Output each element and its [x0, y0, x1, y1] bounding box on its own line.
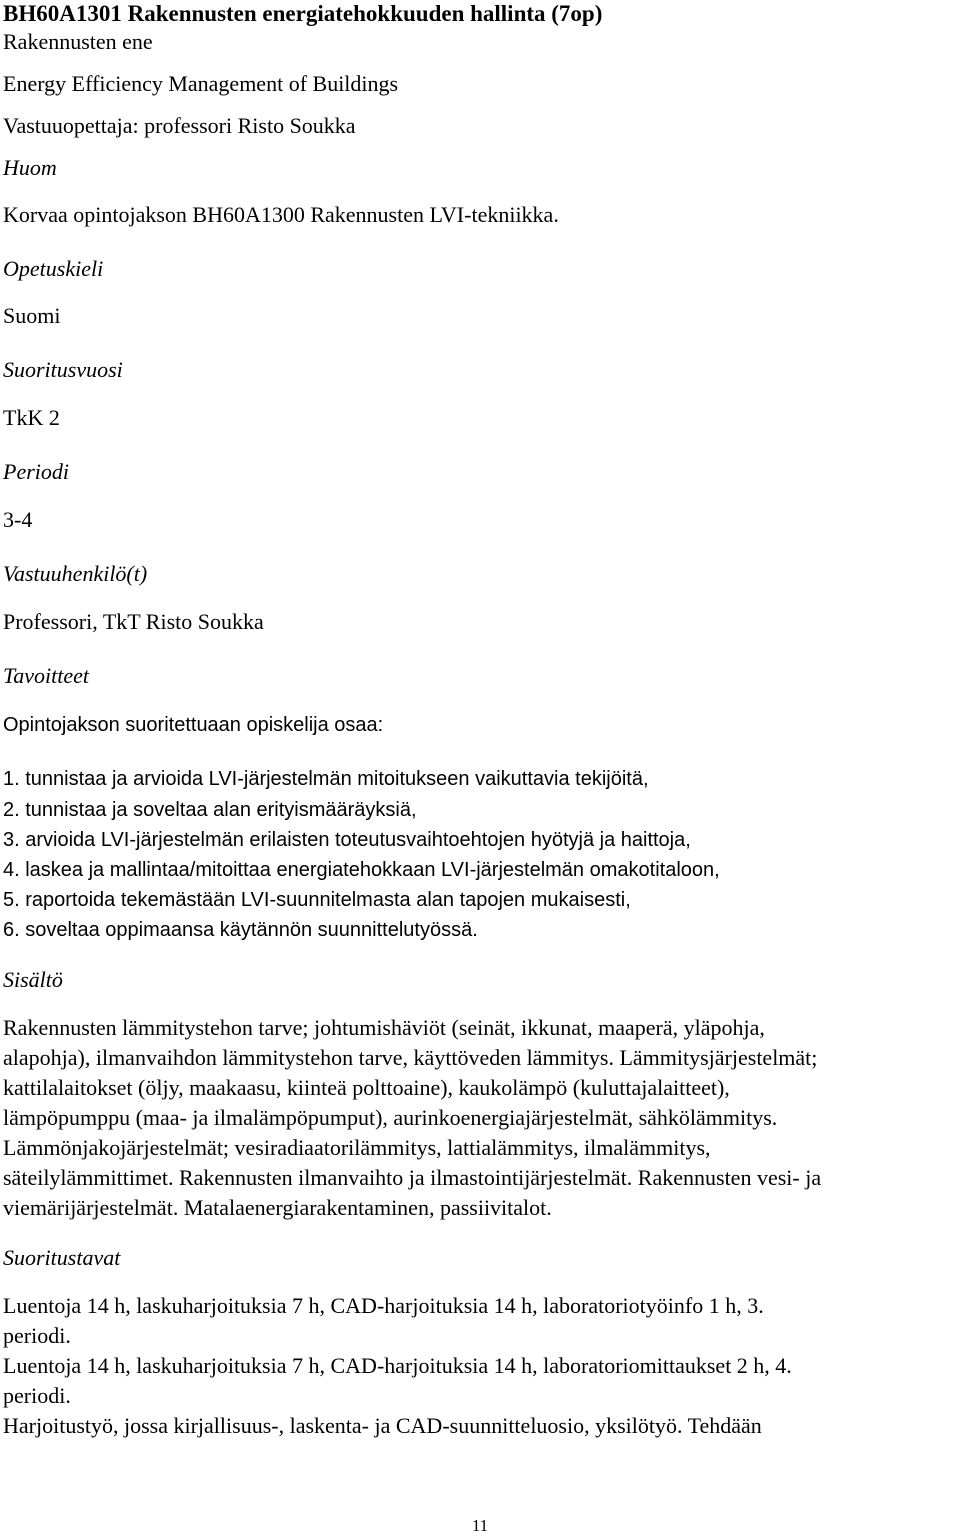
course-name-fi: Rakennusten ene [3, 29, 153, 54]
suoritustavat-paragraph [3, 1291, 960, 1441]
paragraph-line: periodi. [3, 1323, 71, 1348]
paragraph-line: Rakennusten lämmitystehon tarve; johtumishäviöt (seinät, ikkunat, maaperä, yläpohja, [3, 1015, 765, 1040]
suoritusvuosi-value: TkK 2 [3, 405, 60, 430]
paragraph-line: Harjoitustyö, jossa kirjallisuus-, laskenta- ja CAD-suunnitteluosio, yksilötyö. Tehdään [3, 1413, 762, 1438]
course-name-en: Energy Efficiency Management of Buildings [3, 71, 399, 96]
huom-heading: Huom [3, 155, 57, 180]
paragraph-line: säteilylämmittimet. Rakennusten ilmanvaihto ja ilmastointijärjestelmät. Rakennusten vesi- ja [3, 1165, 822, 1190]
periodi-heading: Periodi [3, 459, 69, 484]
list-item: 1. tunnistaa ja arvioida LVI-järjestelmän mitoitukseen vaikuttavia tekijöitä, [3, 768, 649, 790]
sisalto-heading: Sisältö [3, 967, 63, 992]
vastuuhenkilo-heading: Vastuuhenkilö(t) [3, 561, 148, 586]
course-title: BH60A1301 Rakennusten energiatehokkuuden hallinta (7op) [3, 1, 603, 26]
sisalto-paragraph [3, 1013, 960, 1223]
paragraph-line: kattilalaitokset (öljy, maakaasu, kiinteä polttoaine), kaukolämpö (kuluttajalaitteet), [3, 1075, 730, 1100]
list-item: 6. soveltaa oppimaansa käytännön suunnittelutyössä. [3, 919, 478, 941]
suoritusvuosi-heading: Suoritusvuosi [3, 357, 123, 382]
list-item: 4. laskea ja mallintaa/mitoittaa energiatehokkaan LVI-järjestelmän omakotitaloon, [3, 859, 720, 881]
paragraph-line: Luentoja 14 h, laskuharjoituksia 7 h, CAD-harjoituksia 14 h, laboratoriomittaukset 2 h, 4. [3, 1353, 792, 1378]
tavoitteet-intro: Opintojakson suoritettuaan opiskelija osaa: [3, 714, 384, 736]
course-teacher: Vastuuopettaja: professori Risto Soukka [3, 113, 356, 138]
paragraph-line: periodi. [3, 1383, 71, 1408]
periodi-value: 3-4 [3, 507, 33, 532]
paragraph-line: alapohja), ilmanvaihdon lämmitystehon tarve, käyttöveden lämmitys. Lämmitysjärjestelmät; [3, 1045, 818, 1070]
list-item: 3. arvioida LVI-järjestelmän erilaisten toteutusvaihtoehtojen hyötyjä ja haittoja, [3, 829, 691, 851]
vastuuhenkilo-value: Professori, TkT Risto Soukka [3, 609, 264, 634]
page-number: 11 [471, 1516, 489, 1535]
list-item: 2. tunnistaa ja soveltaa alan erityismääräyksiä, [3, 799, 417, 821]
opetuskieli-value: Suomi [3, 303, 61, 328]
suoritustavat-heading: Suoritustavat [3, 1245, 121, 1270]
paragraph-line: Lämmönjakojärjestelmät; vesiradiaatorilämmitys, lattialämmitys, ilmalämmitys, [3, 1135, 711, 1160]
paragraph-line: viemärijärjestelmät. Matalaenergiarakentaminen, passiivitalot. [3, 1195, 552, 1220]
tavoitteet-heading: Tavoitteet [3, 663, 89, 688]
paragraph-line: lämpöpumppu (maa- ja ilmalämpöpumput), aurinkoenergiajärjestelmät, sähkölämmitys. [3, 1105, 778, 1130]
list-item: 5. raportoida tekemästään LVI-suunnitelmasta alan tapojen mukaisesti, [3, 889, 631, 911]
opetuskieli-heading: Opetuskieli [3, 256, 104, 281]
huom-text: Korvaa opintojakson BH60A1300 Rakennusten LVI-tekniikka. [3, 202, 559, 227]
paragraph-line: Luentoja 14 h, laskuharjoituksia 7 h, CAD-harjoituksia 14 h, laboratoriotyöinfo 1 h, 3. [3, 1293, 764, 1318]
